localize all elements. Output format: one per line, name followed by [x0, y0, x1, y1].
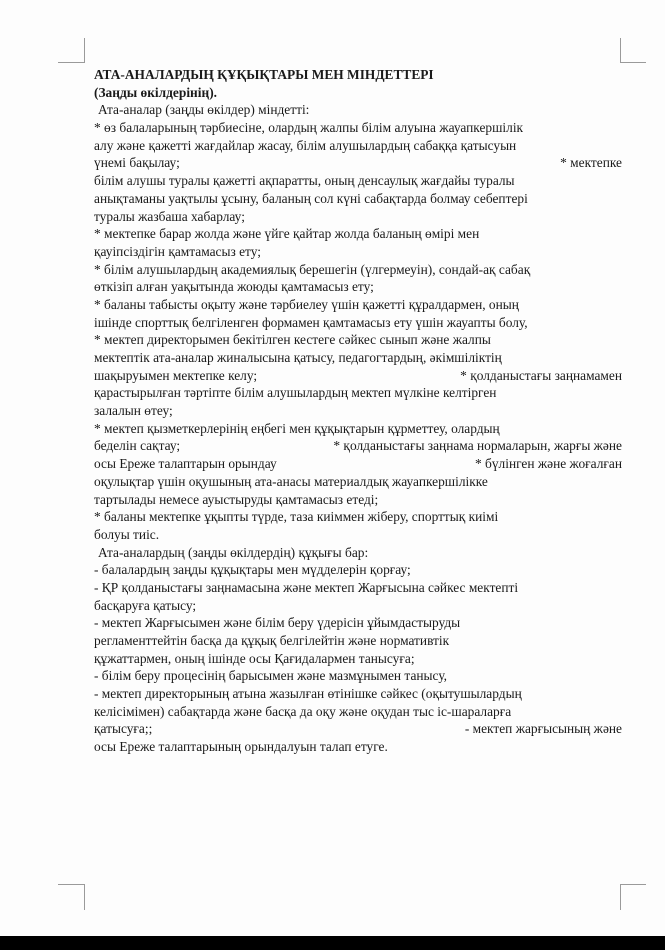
text-line: - білім беру процесінің барысымен және мазмұнымен танысу, [94, 668, 448, 684]
text-segment: * мектепке [560, 155, 622, 171]
bottom-bar [0, 936, 665, 950]
body-lines [94, 101, 622, 755]
text-line: білім алушы туралы қажетті ақпаратты, оның денсаулық жағдайы туралы [94, 173, 515, 189]
text-line: * баланы мектепке ұқыпты түрде, таза киіммен жіберу, спорттық киімі [94, 509, 499, 525]
text-segment: қатысуға;; [94, 721, 153, 737]
text-line: регламенттейтін басқа да құқық белгілейтін және нормативтік [94, 633, 450, 648]
text-line: залалын өтеу; [94, 403, 173, 419]
text-line: келісімімен) сабақтарда және басқа да оқу және оқудан тыс іс-шараларға [94, 703, 512, 719]
text-line: * мектеп директорымен бекітілген кестеге сәйкес сынып және жалпы [94, 332, 491, 348]
text-segment: үнемі бақылау; [94, 155, 180, 171]
document-body [94, 66, 622, 756]
crop-mark [620, 884, 621, 910]
text-line: * білім алушылардың академиялық берешегін (үлгермеуін), сондай-ақ сабақ [94, 261, 531, 277]
crop-mark [58, 884, 84, 885]
text-line: туралы жазбаша хабарлау; [94, 208, 245, 224]
text-line: басқаруға қатысу; [94, 597, 197, 613]
text-line: * мектеп қызметкерлерінің еңбегі мен құқықтарын құрметтеу, олардың [94, 420, 500, 436]
text-line: - мектеп директорының атына жазылған өтінішке сәйкес (оқытушылардың [94, 686, 522, 702]
text-line: - ҚР қолданыстағы заңнамасына және мектеп Жарғысына сәйкес мектепті [94, 579, 519, 595]
text-line: мектептік ата-аналар жиналысына қатысу, педагогтардың, әкімшіліктің [94, 350, 502, 365]
text-line [94, 437, 622, 455]
text-line: * өз балаларының тәрбиесіне, олардың жалпы білім алуына жауапкершілік [94, 120, 524, 136]
text-line: болуы тиіс. [94, 526, 160, 542]
text-segment: * бүлінген және жоғалған [475, 456, 622, 472]
text-line: қауіпсіздігін қамтамасыз ету; [94, 243, 261, 259]
text-line [94, 720, 622, 738]
document-title: АТА-АНАЛАРДЫҢ ҚҰҚЫҚТАРЫ МЕН МІНДЕТТЕРІ [94, 67, 434, 82]
text-line: - мектеп Жарғысымен және білім беру үдерісін ұйымдастыруды [94, 615, 461, 631]
text-line: - балалардың заңды құқықтары мен мүдделерін қорғау; [94, 562, 411, 578]
text-line: Ата-аналардың (заңды өкілдердің) құқығы бар: [98, 544, 369, 560]
text-segment: осы Ереже талаптарын орындау [94, 456, 277, 472]
text-line [94, 455, 622, 473]
text-segment: * қолданыстағы заңнамамен [460, 367, 622, 383]
text-line: алу және қажетті жағдайлар жасау, білім алушылардың сабаққа қатысуын [94, 137, 517, 153]
text-line: қарастырылған тәртіпте білім алушылардың мектеп мүлкіне келтірген [94, 385, 497, 401]
text-line: тартылады немесе ауыстыруды қамтамасыз етеді; [94, 491, 379, 507]
crop-mark [620, 884, 646, 885]
crop-mark [58, 62, 84, 63]
text-line: осы Ереже талаптарының орындалуын талап етуге. [94, 739, 388, 755]
text-line: * мектепке барар жолда және үйге қайтар жолда баланың өмірі мен [94, 226, 480, 242]
document-subtitle: (Заңды өкілдерінің). [94, 84, 218, 100]
text-segment: беделін сақтау; [94, 438, 181, 454]
text-segment: * қолданыстағы заңнама нормаларын, жарғы және [333, 438, 622, 454]
text-line [94, 154, 622, 172]
text-segment: шақыруымен мектепке келу; [94, 367, 258, 383]
crop-mark [620, 62, 646, 63]
text-line [94, 367, 622, 385]
text-line: ішінде спорттық белгіленген формамен қамтамасыз ету үшін жауапты болу, [94, 314, 528, 330]
text-line: анықтаманы уақтылы ұсыну, баланың сол күні сабақтарда болмау себептері [94, 190, 528, 206]
text-line: өткізіп алған уақытында жоюды қамтамасыз ету; [94, 279, 374, 295]
text-line: Ата-аналар (заңды өкілдер) міндетті: [98, 102, 310, 118]
crop-mark [84, 38, 85, 63]
text-segment: - мектеп жарғысының және [464, 721, 622, 737]
crop-mark [620, 38, 621, 63]
text-line: құжаттармен, оның ішінде осы Қағидалармен танысуға; [94, 650, 415, 666]
text-line: * баланы табысты оқыту және тәрбиелеу үшін қажетті құралдармен, оның [94, 296, 519, 312]
crop-mark [84, 884, 85, 910]
text-line: оқулықтар үшін оқушының ата-анасы материалдық жауапкершілікке [94, 473, 488, 489]
